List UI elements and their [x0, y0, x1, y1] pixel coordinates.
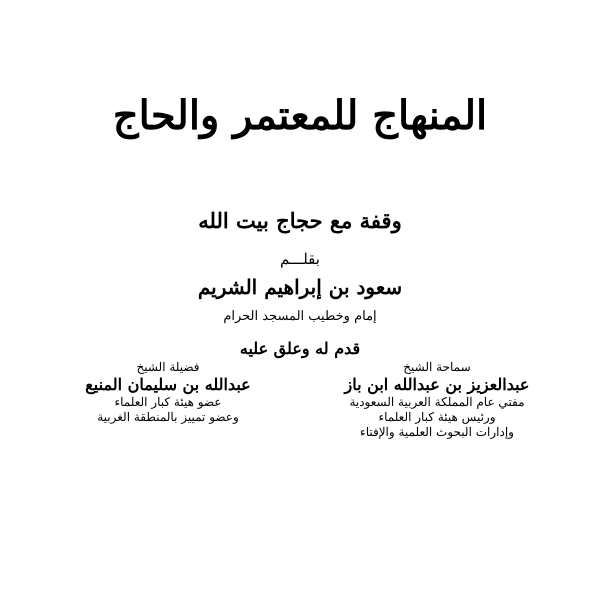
- book-title: المنهاج للمعتمر والحاج: [112, 92, 488, 139]
- endorser-left: [38, 360, 298, 425]
- endorser-name: عبدالعزيز بن عبدالله ابن باز: [344, 375, 530, 394]
- by-label: بقلـــم: [280, 250, 320, 268]
- author-role: إمام وخطيب المسجد الحرام: [223, 309, 377, 324]
- endorser-honorific: سماحة الشيخ: [403, 360, 471, 374]
- endorser-honorific: فضيلة الشيخ: [136, 360, 200, 374]
- endorser-title: وإدارات البحوث العلمية والإفتاء: [360, 425, 514, 439]
- endorser-right: [312, 360, 562, 440]
- endorser-name: عبدالله بن سليمان المنيع: [85, 375, 251, 394]
- book-subtitle: وقفة مع حجاج بيت الله: [198, 208, 402, 233]
- author-name: سعود بن إبراهيم الشريم: [197, 275, 403, 299]
- introduction-label: قدم له وعلق عليه: [239, 339, 361, 358]
- endorser-title: ورئيس هيئة كبار العلماء: [378, 410, 496, 424]
- endorser-title: مفتي عام المملكة العربية السعودية: [349, 395, 525, 409]
- endorser-title: عضو هيئة كبار العلماء: [114, 395, 222, 409]
- endorser-title: وعضو تمييز بالمنطقة الغربية: [97, 410, 239, 424]
